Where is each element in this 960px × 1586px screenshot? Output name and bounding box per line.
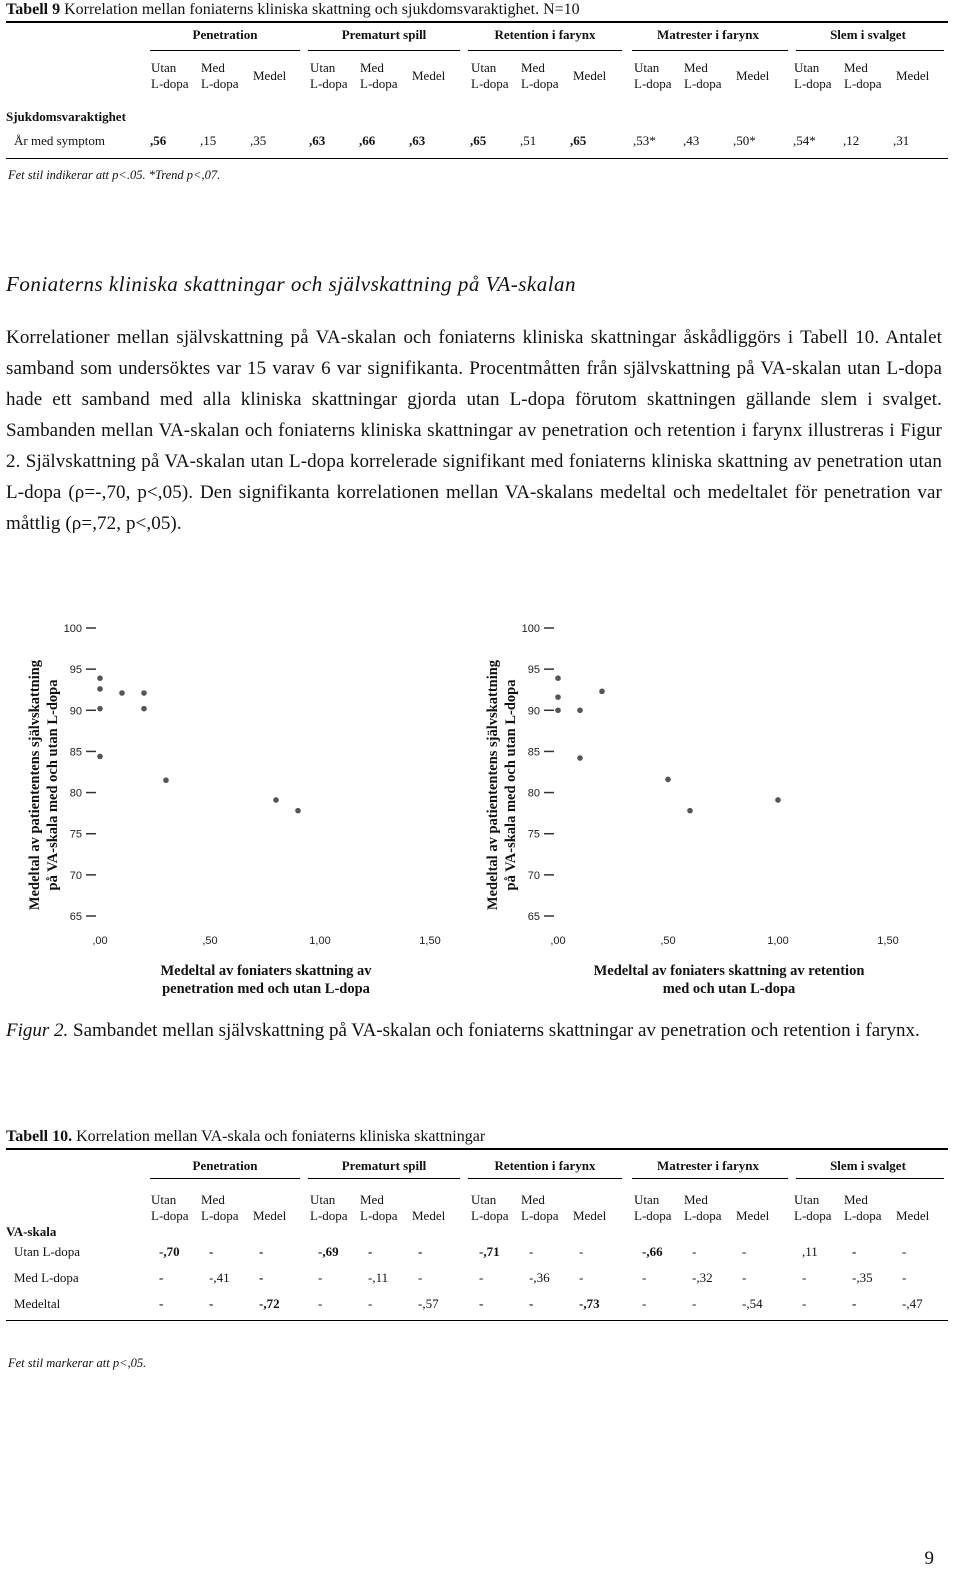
table10-note: Fet stil markerar att p<,05. [8, 1356, 147, 1370]
table10-bottom-rule [6, 1320, 948, 1321]
x-tick-label: ,50 [202, 935, 218, 947]
subheader-line: L-dopa [151, 76, 189, 91]
section-paragraph: Korrelationer mellan självskattning på VA-skalan och foniaterns kliniska skattningar åskådliggörs i Tabell 10. Antalet samband som undersöktes var 15 varav 6 var signifikanta. Procentmåtten från självskattning på VA-skalan utan L-dopa hade ett samband med alla kliniska skattningar gjorda utan L-dopa förutom skattningen gällande slem i svalget. Sambanden mellan VA-skalan och foniaterns kliniska skattningar av penetration och retention i farynx illustreras i Figur 2. Självskattning på VA-skalan utan L-dopa korrelerade signifikant med foniaterns kliniska skattning av penetration utan L-dopa (ρ=-,70, p<,05). Den signifikanta korrelationen mellan VA-skalans medeltal och medeltalet för penetration var måttlig (ρ=,72, p<,05). [6, 327, 942, 534]
subheader-line: L-dopa [310, 1208, 348, 1223]
table-cell: ,35 [250, 133, 267, 148]
group-underline [150, 1178, 300, 1179]
y-tick-label: 75 [69, 828, 82, 841]
subheader-line: L-dopa [151, 1208, 189, 1223]
subheader-med-ldopa [521, 1192, 559, 1224]
left-plot-ylabel: Medeltal av patiententens självskattning på VA-skala med och utan L-dopa [27, 659, 61, 911]
table-group-heading: Matrester i farynx [656, 27, 760, 42]
subheader-line: L-dopa [521, 1208, 559, 1223]
table-cell: -,41 [209, 1270, 230, 1285]
table9-top-rule [6, 21, 948, 23]
subheader-line: Utan [310, 60, 336, 75]
subheader-medel: Medel [896, 1208, 930, 1223]
subheader-line: Med [360, 1192, 384, 1207]
scatter-svg [508, 618, 908, 948]
y-tick-label: 90 [527, 705, 540, 718]
table-cell: - [368, 1244, 373, 1259]
x-tick-label: ,00 [550, 935, 566, 947]
x-tick-label: 1,00 [767, 935, 789, 947]
subheader-utan-ldopa [151, 60, 189, 92]
table-row-label: År med symptom [14, 133, 105, 148]
table-section-label: Sjukdomsvaraktighet [6, 109, 126, 124]
subheader-line: L-dopa [794, 76, 832, 91]
table-group-heading: Retention i farynx [494, 27, 596, 42]
subheader-line: Med [521, 60, 545, 75]
data-point [273, 797, 279, 803]
subheader-line: L-dopa [471, 1208, 509, 1223]
scatter-svg [50, 618, 450, 948]
subheader-med-ldopa [684, 60, 722, 92]
subheader-line: Utan [794, 60, 820, 75]
table9-note: Fet stil indikerar att p<.05. *Trend p<,07. [8, 168, 221, 182]
group-underline [632, 50, 788, 51]
table-cell: - [159, 1270, 164, 1285]
table-cell: - [529, 1244, 534, 1259]
subheader-line: Utan [634, 60, 660, 75]
data-point [577, 755, 583, 761]
y-tick-label: 70 [69, 869, 82, 882]
subheader-line: Med [844, 60, 868, 75]
table-cell: ,65 [470, 133, 487, 148]
subheader-medel: Medel [896, 68, 930, 83]
subheader-utan-ldopa [310, 1192, 348, 1224]
table-group-heading: Retention i farynx [494, 1158, 596, 1173]
table-cell: -,71 [479, 1244, 500, 1259]
table-cell: ,11 [802, 1244, 818, 1259]
table-cell: - [479, 1296, 484, 1311]
table-cell: - [418, 1270, 423, 1285]
subheader-line: L-dopa [521, 76, 559, 91]
table-cell: - [159, 1296, 164, 1311]
table10-title: Tabell 10. Korrelation mellan VA-skala och foniaterns kliniska skattningar [6, 1128, 486, 1145]
subheader-line: Utan [471, 1192, 497, 1207]
subheader-line: Med [201, 60, 225, 75]
table10-top-rule [6, 1148, 948, 1150]
table-cell: ,50* [733, 133, 756, 148]
page-number: 9 [924, 1548, 934, 1569]
y-tick-label: 85 [527, 746, 540, 759]
subheader-med-ldopa [360, 60, 398, 92]
table-cell: - [742, 1244, 747, 1259]
subheader-line: Med [684, 1192, 708, 1207]
table-cell: - [802, 1270, 807, 1285]
table-cell: ,53* [633, 133, 656, 148]
data-point [555, 675, 561, 681]
subheader-medel: Medel [573, 1208, 607, 1223]
table-cell: - [902, 1270, 907, 1285]
table-cell: - [209, 1244, 214, 1259]
table-cell: - [902, 1244, 907, 1259]
subheader-medel: Medel [412, 68, 446, 83]
x-tick-label: 1,50 [419, 935, 441, 947]
subheader-utan-ldopa [794, 1192, 832, 1224]
table-section-label: VA-skala [6, 1224, 57, 1239]
subheader-utan-ldopa [634, 1192, 672, 1224]
table-cell: - [692, 1296, 697, 1311]
table-cell: -,66 [642, 1244, 663, 1259]
subheader-medel: Medel [253, 68, 287, 83]
subheader-line: L-dopa [471, 76, 509, 91]
subheader-line: Utan [310, 1192, 336, 1207]
subheader-utan-ldopa [471, 1192, 509, 1224]
subheader-med-ldopa [844, 1192, 882, 1224]
y-tick-label: 95 [69, 664, 82, 677]
subheader-utan-ldopa [634, 60, 672, 92]
subheader-line: L-dopa [684, 1208, 722, 1223]
group-underline [150, 50, 300, 51]
data-point [97, 754, 103, 760]
group-underline [468, 1178, 622, 1179]
table-cell: - [852, 1296, 857, 1311]
table-cell: ,12 [843, 133, 860, 148]
data-point [141, 690, 147, 696]
table-cell: - [642, 1296, 647, 1311]
group-underline [308, 1178, 460, 1179]
table-cell: - [259, 1270, 264, 1285]
subheader-line: L-dopa [310, 76, 348, 91]
y-tick-label: 65 [527, 911, 540, 923]
subheader-line: Med [684, 60, 708, 75]
y-tick-label: 90 [69, 705, 82, 718]
table-cell: ,65 [570, 133, 587, 148]
table-cell: - [479, 1270, 484, 1285]
subheader-med-ldopa [360, 1192, 398, 1224]
data-point [97, 706, 103, 712]
data-point [555, 707, 561, 713]
data-point [97, 686, 103, 692]
table-group-heading: Slem i svalget [830, 27, 906, 42]
data-point [555, 694, 561, 700]
table-row-label: Med L-dopa [14, 1270, 79, 1285]
x-tick-label: 1,50 [877, 935, 899, 947]
table-cell: -,11 [368, 1270, 389, 1285]
subheader-line: Utan [634, 1192, 660, 1207]
subheader-line: L-dopa [360, 1208, 398, 1223]
subheader-line: Med [360, 60, 384, 75]
x-tick-label: ,00 [92, 935, 108, 947]
data-point [119, 690, 125, 696]
y-tick-label: 65 [69, 911, 82, 923]
data-point [97, 675, 103, 681]
y-tick-label: 100 [521, 623, 540, 635]
table-cell: ,43 [683, 133, 700, 148]
table-cell: - [692, 1244, 697, 1259]
table-cell: - [579, 1244, 584, 1259]
data-point [599, 689, 605, 695]
table-cell: - [852, 1244, 857, 1259]
subheader-line: Med [201, 1192, 225, 1207]
data-point [577, 707, 583, 713]
subheader-med-ldopa [201, 60, 239, 92]
subheader-line: Utan [794, 1192, 820, 1207]
subheader-medel: Medel [736, 68, 770, 83]
table-cell: ,31 [893, 133, 910, 148]
subheader-utan-ldopa [310, 60, 348, 92]
table-cell: ,15 [200, 133, 217, 148]
subheader-medel: Medel [736, 1208, 770, 1223]
group-underline [796, 50, 944, 51]
data-point [687, 808, 693, 814]
table-cell: - [368, 1296, 373, 1311]
subheader-med-ldopa [521, 60, 559, 92]
table9-bottom-rule [6, 158, 948, 159]
data-point [665, 777, 671, 783]
table-cell: - [318, 1296, 323, 1311]
group-underline [308, 50, 460, 51]
table-cell: ,54* [793, 133, 816, 148]
subheader-line: L-dopa [360, 76, 398, 91]
table-group-heading: Matrester i farynx [656, 1158, 760, 1173]
table-row-label: Utan L-dopa [14, 1244, 81, 1259]
table-cell: -,70 [159, 1244, 180, 1259]
figure-caption: Figur 2. Sambandet mellan självskattning på VA-skalan och foniaterns skattningar av penetration och retention i farynx. [6, 1020, 920, 1041]
subheader-line: L-dopa [684, 76, 722, 91]
y-tick-label: 95 [527, 664, 540, 677]
subheader-utan-ldopa [151, 1192, 189, 1224]
scatter-plot-penetration [50, 618, 450, 948]
group-underline [632, 1178, 788, 1179]
table-cell: ,56 [150, 133, 167, 148]
data-point [775, 797, 781, 803]
table-cell: - [209, 1296, 214, 1311]
table-group-heading: Penetration [192, 27, 258, 42]
y-tick-label: 75 [527, 828, 540, 841]
table-cell: -,69 [318, 1244, 339, 1259]
table-cell: ,51 [520, 133, 537, 148]
subheader-line: L-dopa [844, 1208, 882, 1223]
y-tick-label: 70 [527, 869, 540, 882]
table-cell: -,73 [579, 1296, 600, 1311]
subheader-medel: Medel [412, 1208, 446, 1223]
subheader-line: Utan [151, 60, 177, 75]
subheader-med-ldopa [684, 1192, 722, 1224]
subheader-medel: Medel [573, 68, 607, 83]
subheader-line: L-dopa [634, 76, 672, 91]
y-tick-label: 80 [69, 787, 82, 800]
table-cell: -,47 [902, 1296, 923, 1311]
table-cell: - [579, 1270, 584, 1285]
subheader-line: Utan [471, 60, 497, 75]
table9-title: Tabell 9 Korrelation mellan foniaterns kliniska skattning och sjukdomsvaraktighet. N=10 [6, 1, 580, 18]
y-tick-label: 85 [69, 746, 82, 759]
group-underline [468, 50, 622, 51]
table-cell: -,54 [742, 1296, 763, 1311]
subheader-utan-ldopa [794, 60, 832, 92]
table-cell: ,66 [359, 133, 376, 148]
group-underline [796, 1178, 944, 1179]
subheader-line: Med [521, 1192, 545, 1207]
table-cell: - [642, 1270, 647, 1285]
left-plot-xlabel: Medeltal av foniaters skattning av penetration med och utan L-dopa [160, 963, 372, 997]
subheader-med-ldopa [201, 1192, 239, 1224]
table-group-heading: Penetration [192, 1158, 258, 1173]
right-plot-ylabel: Medeltal av patiententens självskattning på VA-skala med och utan L-dopa [485, 659, 519, 911]
table-cell: ,63 [409, 133, 426, 148]
table-cell: - [529, 1296, 534, 1311]
table-group-heading: Slem i svalget [830, 1158, 906, 1173]
data-point [141, 706, 147, 712]
section-heading: Foniaterns kliniska skattningar och självskattning på VA-skalan [6, 272, 577, 296]
table-cell: - [259, 1244, 264, 1259]
x-tick-label: ,50 [660, 935, 676, 947]
subheader-line: L-dopa [794, 1208, 832, 1223]
subheader-line: L-dopa [201, 76, 239, 91]
y-tick-label: 100 [63, 623, 82, 635]
table-cell: -,72 [259, 1296, 280, 1311]
subheader-line: Med [844, 1192, 868, 1207]
right-plot-xlabel: Medeltal av foniaters skattning av retention med och utan L-dopa [593, 963, 865, 997]
subheader-line: L-dopa [844, 76, 882, 91]
table-group-heading: Prematurt spill [341, 1158, 427, 1173]
subheader-med-ldopa [844, 60, 882, 92]
subheader-line: Utan [151, 1192, 177, 1207]
table-cell: ,63 [309, 133, 326, 148]
table-cell: -,57 [418, 1296, 439, 1311]
table-cell: - [418, 1244, 423, 1259]
table-cell: -,36 [529, 1270, 550, 1285]
subheader-utan-ldopa [471, 60, 509, 92]
subheader-line: L-dopa [201, 1208, 239, 1223]
y-tick-label: 80 [527, 787, 540, 800]
subheader-medel: Medel [253, 1208, 287, 1223]
table-cell: - [318, 1270, 323, 1285]
table-cell: -,35 [852, 1270, 873, 1285]
subheader-line: L-dopa [634, 1208, 672, 1223]
x-tick-label: 1,00 [309, 935, 331, 947]
table-group-heading: Prematurt spill [341, 27, 427, 42]
data-point [163, 777, 169, 783]
data-point [295, 808, 301, 814]
table-row-label: Medeltal [14, 1296, 61, 1311]
table-cell: - [742, 1270, 747, 1285]
scatter-plot-retention [508, 618, 908, 948]
table-cell: - [802, 1296, 807, 1311]
table-cell: -,32 [692, 1270, 713, 1285]
